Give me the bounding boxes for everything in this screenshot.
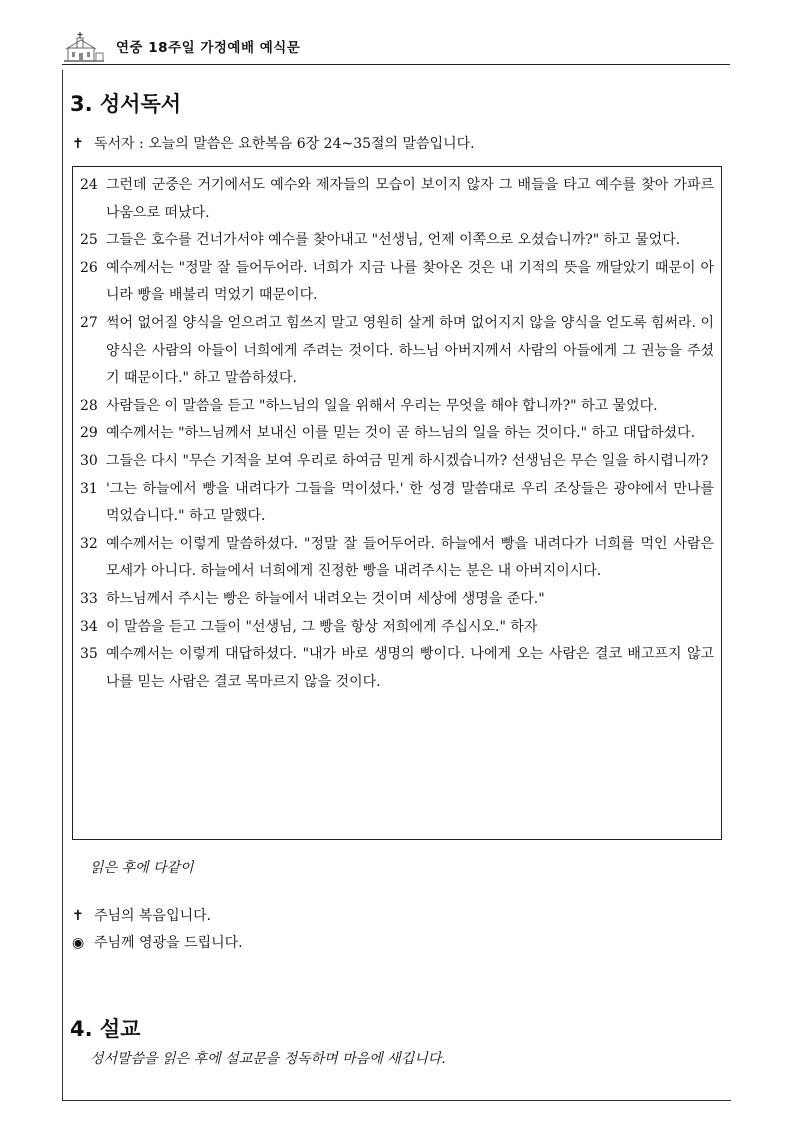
- verse-text: 예수께서는 "정말 잘 들어두어라. 너희가 지금 나를 찾아온 것은 내 기적의 뜻을 깨달았기 때문이 아니라 빵을 배불리 먹었기 때문이다.: [106, 259, 714, 304]
- response-priest-text: 주님의 복음입니다.: [94, 908, 212, 924]
- verse-text: 예수께서는 이렇게 말씀하셨다. "정말 잘 들어두어라. 하늘에서 빵을 내려다가 너희를 먹인 사람은 모세가 아니다. 하늘에서 너희에게 진정한 빵을 내려주시는 분은 내 아버지이시다.: [106, 535, 714, 580]
- verse-text: 예수께서는 이렇게 대답하셨다. "내가 바로 생명의 빵이다. 나에게 오는 사람은 결코 배고프지 않고 나를 믿는 사람은 결코 목마르지 않을 것이다.: [106, 646, 714, 690]
- verse-text: 예수께서는 "하느님께서 보내신 이를 믿는 것이 곧 하느님의 일을 하는 것이다." 하고 대답하셨다.: [106, 425, 696, 442]
- bullet-circle-icon: ◉: [72, 935, 85, 951]
- verse: [80, 531, 714, 586]
- reader-line: [72, 133, 475, 153]
- reader-text: 독서자 : 오늘의 말씀은 요한복음 6장 24~35절의 말씀입니다.: [94, 136, 475, 152]
- verse-text: 썩어 없어질 양식을 얻으려고 힘쓰지 말고 영원히 살게 하며 없어지지 않을 양식을 얻도록 힘써라. 이 양식은 사람의 아들이 너희에게 주려는 것이다. 하느님 아버지께서 사람의 아들에게 그 권능을 주셨기 때문이다." 하고 말씀하셨다.: [106, 314, 714, 387]
- verse-number: 29: [80, 425, 98, 442]
- verse-number: 33: [80, 590, 98, 607]
- verse-number: 26: [80, 259, 98, 276]
- verse: [80, 255, 714, 310]
- verse-text: 이 말씀을 듣고 그들이 "선생님, 그 빵을 항상 저희에게 주십시오." 하자: [106, 618, 538, 635]
- verse-number: 24: [80, 177, 98, 193]
- cross-icon: ✝: [72, 908, 84, 924]
- verse-text: 사람들은 이 말씀을 듣고 "하느님의 일을 위해서 우리는 무엇을 해야 합니까?" 하고 물었다.: [106, 397, 658, 414]
- verse: [80, 614, 714, 642]
- verse-number: 32: [80, 535, 98, 552]
- section-title-sermon: 4. 설교: [70, 1017, 141, 1041]
- response-priest: [72, 905, 211, 925]
- sermon-note: 성서말씀을 읽은 후에 설교문을 정독하며 마음에 새깁니다.: [90, 1051, 446, 1067]
- verse-number: 28: [80, 397, 98, 414]
- verse-number: 30: [80, 452, 98, 469]
- verse-text: 하느님께서 주시는 빵은 하늘에서 내려오는 것이며 세상에 생명을 준다.": [106, 590, 545, 607]
- verse: [80, 476, 714, 531]
- after-reading-instruction: 읽은 후에 다같이: [90, 860, 194, 876]
- verse: [80, 420, 714, 448]
- verse: [80, 641, 714, 696]
- section-title-reading: 3. 성서독서: [70, 92, 182, 116]
- verse: [80, 172, 714, 227]
- scripture-verses: [80, 172, 714, 696]
- header-title: 연중 18주일 가정예배 예식문: [116, 40, 301, 56]
- verse-number: 25: [80, 232, 98, 249]
- church-icon: [62, 32, 106, 62]
- response-people-text: 주님께 영광을 드립니다.: [94, 935, 243, 951]
- verse-number: 35: [80, 646, 98, 663]
- verse: [80, 393, 714, 421]
- response-people: [72, 932, 243, 952]
- verse-number: 27: [80, 314, 98, 331]
- verse-number: 31: [80, 480, 98, 497]
- verse-text: 그들은 호수를 건너가서야 예수를 찾아내고 "선생님, 언제 이쪽으로 오셨습니까?" 하고 물었다.: [106, 232, 681, 249]
- verse-text: 그들은 다시 "무슨 기적을 보여 우리로 하여금 믿게 하시겠습니까? 선생님은 무슨 일을 하시렵니까?: [106, 452, 709, 469]
- verse-number: 34: [80, 618, 98, 635]
- cross-icon: ✝: [72, 136, 84, 152]
- verse-text: 그런데 군중은 거기에서도 예수와 제자들의 모습이 보이지 않자 그 배들을 타고 예수를 찾아 가파르나움으로 떠났다.: [106, 177, 714, 221]
- verse: [80, 448, 714, 476]
- verse: [80, 227, 714, 255]
- verse: [80, 586, 714, 614]
- page-header: [62, 30, 730, 65]
- verse: [80, 310, 714, 393]
- verse-text: '그는 하늘에서 빵을 내려다가 그들을 먹이셨다.' 한 성경 말씀대로 우리 조상들은 광야에서 만나를 먹었습니다." 하고 말했다.: [106, 480, 714, 525]
